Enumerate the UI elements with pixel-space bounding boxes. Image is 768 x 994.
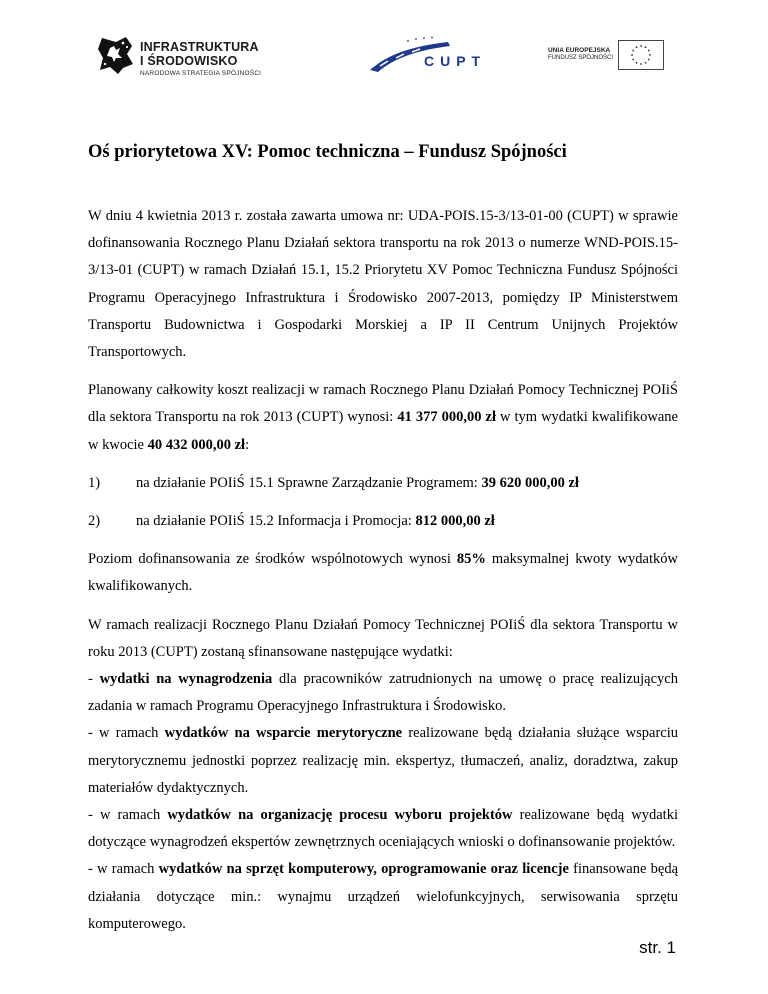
expense-item — [88, 856, 678, 938]
eu-line-1: UNIA EUROPEJSKA — [548, 47, 611, 54]
expense-item-post: realizowane będą działania służące wsparciu merytorycznemu jednostki poprzez realizację min. ekspertyz, tłumaczeń, analiz, doradztwa, zakup materiałów dydaktycznych. — [88, 725, 678, 796]
expense-item-pre: - w ramach — [88, 807, 168, 824]
infrastruktura-logo — [96, 32, 266, 82]
list-item-number: 1) — [88, 474, 101, 491]
contract-paragraph: W dniu 4 kwietnia 2013 r. została zawarta umowa nr: UDA-POIS.15-3/13-01-00 (CUPT) w sprawie dofinansowania Rocznego Planu Działań sektora transportu na rok 2013 o numerze WND-POIS.15-3/13-01 (CUPT) w ramach Działań 15.1, 15.2 Priorytetu XV Pomoc Techniczna Fundusz Spójności Programu Operacyjnego Infrastruktura i Środowisko 2007-2013, pomiędzy IP Ministerstwem Transportu Budownictwa i Gospodarki Morskiej a IP II Centrum Unijnych Projektów Transportowych. — [88, 208, 678, 361]
cofinancing-percentage: 85% — [456, 551, 486, 568]
eu-line-2: FUNDUSZ SPÓJNOŚCI — [548, 55, 614, 61]
list-item — [88, 508, 678, 535]
expense-item-pre: - w ramach — [88, 861, 159, 878]
expense-item-bold: wydatki na wynagrodzenia — [99, 671, 273, 688]
cost-text-pre: Planowany całkowity koszt realizacji w ramach Rocznego Planu Działań Pomocy Technicznej POIiŚ dla sektora Transportu na rok 2013 (CUPT) wynosi: — [88, 382, 678, 426]
cupt-wordmark: CUPT — [424, 53, 487, 69]
cost-text-post: : — [245, 436, 250, 453]
expense-item-post: realizowane będą wydatki dotyczące wynagrodzeń ekspertów zewnętrznych oceniających wnioski o dofinansowanie projektów. — [88, 807, 678, 851]
total-cost: 41 377 000,00 zł — [397, 409, 496, 426]
expense-item-pre: - w ramach — [88, 725, 165, 742]
eu-logo — [548, 38, 688, 78]
cost-paragraph — [88, 377, 678, 459]
expense-item-pre: - — [88, 671, 100, 688]
expense-item — [88, 802, 678, 856]
list-item-text: na działanie POIiŚ 15.1 Sprawne Zarządzanie Programem: — [136, 474, 482, 491]
expense-item-bold: wydatków na wsparcie merytoryczne — [164, 725, 403, 742]
list-item-text: na działanie POIiŚ 15.2 Informacja i Promocja: — [136, 513, 416, 530]
poland-emblem-icon — [96, 34, 136, 76]
expense-item-post: dla pracowników zatrudnionych na umowę o pracę realizujących zadania w ramach Programu Operacyjnego Infrastruktura i Środowisko. — [88, 671, 678, 715]
page-header — [0, 28, 768, 88]
logo-line-2: I ŚRODOWISKO — [140, 54, 238, 68]
list-item-number: 2) — [88, 513, 101, 530]
document-body — [88, 203, 678, 938]
list-item-amount: 812 000,00 zł — [415, 513, 495, 530]
expense-item — [88, 666, 678, 720]
cost-text-mid: w tym wydatki kwalifikowane w kwocie — [88, 409, 678, 453]
logo-line-1: INFRASTRUKTURA — [140, 40, 259, 54]
eu-flag-icon — [618, 40, 664, 70]
logo-line-3: NARODOWA STRATEGIA SPÓJNOŚCI — [140, 70, 262, 77]
cofinancing-text-post: maksymalnej kwoty wydatków kwalifikowanych. — [88, 551, 678, 595]
expense-item-bold: wydatków na sprzęt komputerowy, oprogramowanie oraz licencje — [158, 861, 569, 878]
expenses-intro: W ramach realizacji Rocznego Planu Działań Pomocy Technicznej POIiŚ dla sektora Transportu w roku 2013 (CUPT) zostaną sfinansowane następujące wydatki: — [88, 616, 678, 660]
cupt-logo — [368, 36, 488, 76]
expense-item-post: finansowane będą działania dotyczące min.: wynajmu urządzeń wielofunkcyjnych, serwisowania sprzętu komputerowego. — [88, 861, 679, 932]
page-title: Oś priorytetowa XV: Pomoc techniczna – Fundusz Spójności — [88, 142, 567, 162]
eligible-cost: 40 432 000,00 zł — [147, 436, 246, 453]
list-item-amount: 39 620 000,00 zł — [481, 474, 579, 491]
expense-item — [88, 720, 678, 802]
expense-item-bold: wydatków na organizację procesu wyboru projektów — [167, 807, 513, 824]
list-item — [88, 470, 678, 497]
page-number: str. 1 — [639, 938, 676, 957]
cofinancing-text-pre: Poziom dofinansowania ze środków wspólnotowych wynosi — [88, 551, 457, 568]
cofinancing-paragraph — [88, 546, 678, 600]
